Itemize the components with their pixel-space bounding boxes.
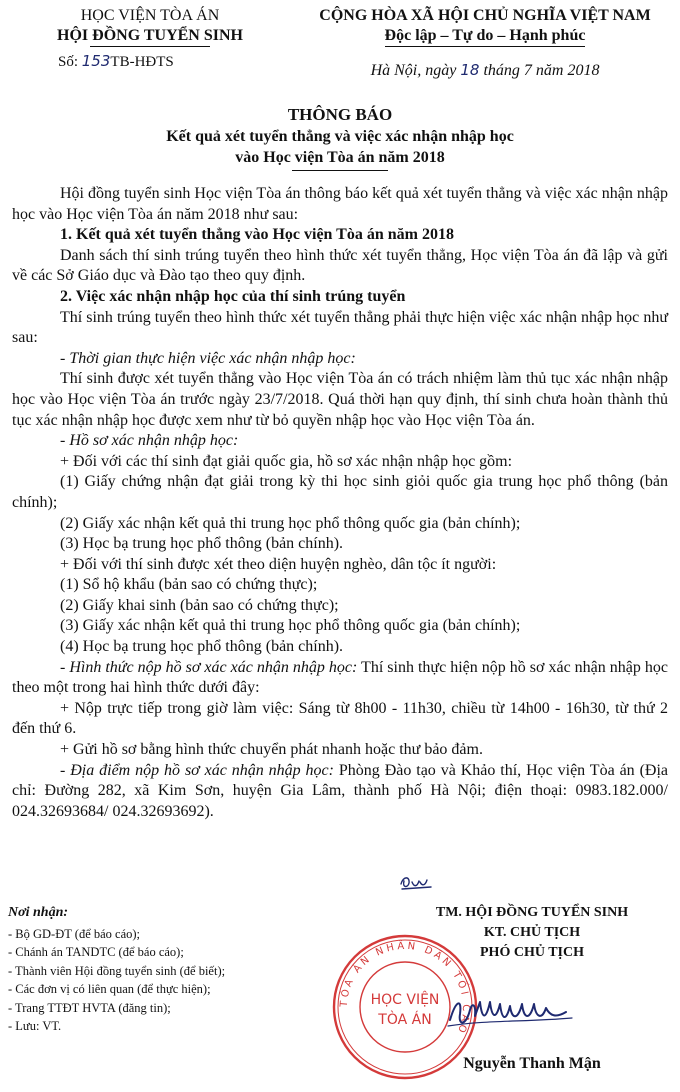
date-day-handwritten: 18 (460, 61, 480, 79)
date-suffix: tháng 7 năm 2018 (479, 62, 600, 79)
national-title: CỘNG HÒA XÃ HỘI CHỦ NGHĨA VIỆT NAM (319, 7, 651, 24)
signature-title: PHÓ CHỦ TỊCH (480, 945, 584, 960)
recipient-item: - Trang TTĐT HVTA (đăng tin); (8, 1000, 171, 1015)
date-prefix: Hà Nội, ngày (370, 62, 461, 79)
document-date (300, 59, 670, 82)
signer-name: Nguyễn Thanh Mận (463, 1055, 601, 1072)
notice-title-block (0, 104, 680, 171)
section1-paragraph: Danh sách thí sinh trúng tuyển theo hình thức xét tuyển thẳng, Học viện Tòa án đã lập và gửi về các Sở Giáo dục và Đào tạo theo quy định. (12, 246, 668, 285)
documents-label: - Hồ sơ xác nhận nhập học: (60, 432, 239, 450)
place-text: Phòng Đào tạo và Khảo thí, Học viện Tòa án (Địa chỉ: Đường 282, xã Kim Sơn, huyện Gia Lâm, thành phố Hà Nội; điện thoại: 0983.182.000/ 024.32693684/ 024.32693692). (12, 761, 669, 820)
national-motto: Độc lập – Tự do – Hạnh phúc (384, 27, 586, 44)
intro-paragraph: Hội đồng tuyển sinh Học viện Tòa án thông báo kết quả xét tuyển thẳng và việc xác nhận nhập học vào Học viện Tòa án năm 2018 như sau: (12, 185, 668, 223)
recipients-heading: Nơi nhận: (8, 905, 69, 920)
national-header (300, 6, 670, 82)
submission-option-2: + Gửi hồ sơ bằng hình thức chuyển phát nhanh hoặc thư bảo đảm. (60, 741, 483, 759)
group1-item: (1) Giấy chứng nhận đạt giải trong kỳ thi học sinh giỏi quốc gia trung học phổ thông (bản chính); (12, 473, 668, 511)
submission-option-1: + Nộp trực tiếp trong giờ làm việc: Sáng từ 8h00 - 11h30, chiều từ 14h00 - 16h30, từ thứ 2 đến thứ 6. (12, 699, 668, 738)
recipient-item: - Lưu: VT. (8, 1019, 62, 1034)
signature-authority: TM. HỘI ĐỒNG TUYỂN SINH (435, 905, 629, 920)
place-paragraph (12, 761, 668, 823)
signature-delegation: KT. CHỦ TỊCH (483, 925, 581, 940)
seal-center-line2: TÒA ÁN (378, 1012, 432, 1028)
issuer-org: HỌC VIỆN TÒA ÁN (80, 7, 220, 24)
document-number (10, 51, 290, 72)
issuer-block (10, 6, 290, 72)
issuer-council: HỘI ĐỒNG TUYỂN SINH (57, 27, 243, 44)
recipient-item: - Thành viên Hội đồng tuyển sinh (để biết); (8, 963, 226, 978)
group2-item: (1) Sổ hộ khẩu (bản sao có chứng thực); (60, 576, 318, 594)
section2-paragraph: Thí sinh trúng tuyển theo hình thức xét tuyển thẳng phải thực hiện việc xác nhận nhập học như sau: (12, 308, 668, 347)
place-label: - Địa điểm nộp hồ sơ xác nhận nhập học: (60, 761, 334, 779)
recipient-item: - Các đơn vị có liên quan (để thực hiện); (8, 982, 211, 997)
recipient-item: - Bộ GD-ĐT (để báo cáo); (8, 927, 141, 941)
issuer-underline (90, 46, 210, 47)
section2-heading: 2. Việc xác nhận nhập học của thí sinh trúng tuyển (60, 287, 406, 305)
group2-item: (2) Giấy khai sinh (bản sao có chứng thực); (60, 596, 339, 614)
seal-center-line1: HỌC VIỆN (370, 992, 440, 1008)
notice-heading: THÔNG BÁO (287, 105, 393, 124)
notice-subtitle-line2: vào Học viện Tòa án năm 2018 (235, 149, 445, 166)
submission-label: - Hình thức nộp hồ sơ xác xác nhận nhập học: (60, 658, 358, 676)
section1-heading: 1. Kết quả xét tuyển thẳng vào Học viện Tòa án năm 2018 (60, 226, 454, 244)
time-label: - Thời gian thực hiện việc xác nhận nhập học: (60, 349, 356, 367)
recipients-block (8, 903, 348, 1035)
seal-ring-path: TÒA ÁN NHÂN DÂN TỐI CAO (338, 940, 472, 1037)
notice-body (12, 184, 668, 822)
group2-item: (4) Học bạ trung học phổ thông (bản chính). (60, 638, 344, 656)
time-paragraph: Thí sinh được xét tuyển thẳng vào Học viện Tòa án có trách nhiệm làm thủ tục xác nhận nhập học vào Học viện Tòa án trước ngày 23/7/2018. Quá thời hạn quy định, thí sinh chưa hoàn thành thủ tục xác nhận nhập học được xem như từ bỏ quyền nhập học vào Học viện Tòa án. (12, 370, 668, 429)
title-underline (292, 170, 388, 171)
group1-item: (3) Học bạ trung học phổ thông (bản chính). (60, 535, 344, 553)
group2-heading: + Đối với thí sinh được xét theo diện huyện nghèo, dân tộc ít người: (60, 555, 497, 573)
notice-subtitle-line1: Kết quả xét tuyển thẳng và việc xác nhận nhập học (166, 128, 514, 145)
recipient-item: - Chánh án TANDTC (để báo cáo); (8, 945, 184, 960)
group1-heading: + Đối với các thí sinh đạt giải quốc gia, hồ sơ xác nhận nhập học gồm: (60, 452, 513, 470)
doc-number-handwritten: 153 (81, 52, 111, 70)
doc-number-prefix: Số: (58, 54, 82, 70)
submission-paragraph (12, 658, 668, 699)
handwritten-initials (398, 872, 434, 892)
doc-number-suffix: TB-HĐTS (110, 54, 174, 70)
handwritten-signature (446, 990, 576, 1038)
motto-underline (385, 46, 585, 47)
group2-item: (3) Giấy xác nhận kết quả thi trung học phổ thông quốc gia (bản chính); (60, 617, 521, 635)
submission-text: Thí sinh thực hiện nộp hồ sơ xác nhận nhập học theo một trong hai hình thức dưới đây: (12, 658, 669, 697)
group1-item: (2) Giấy xác nhận kết quả thi trung học phổ thông quốc gia (bản chính); (60, 514, 521, 532)
